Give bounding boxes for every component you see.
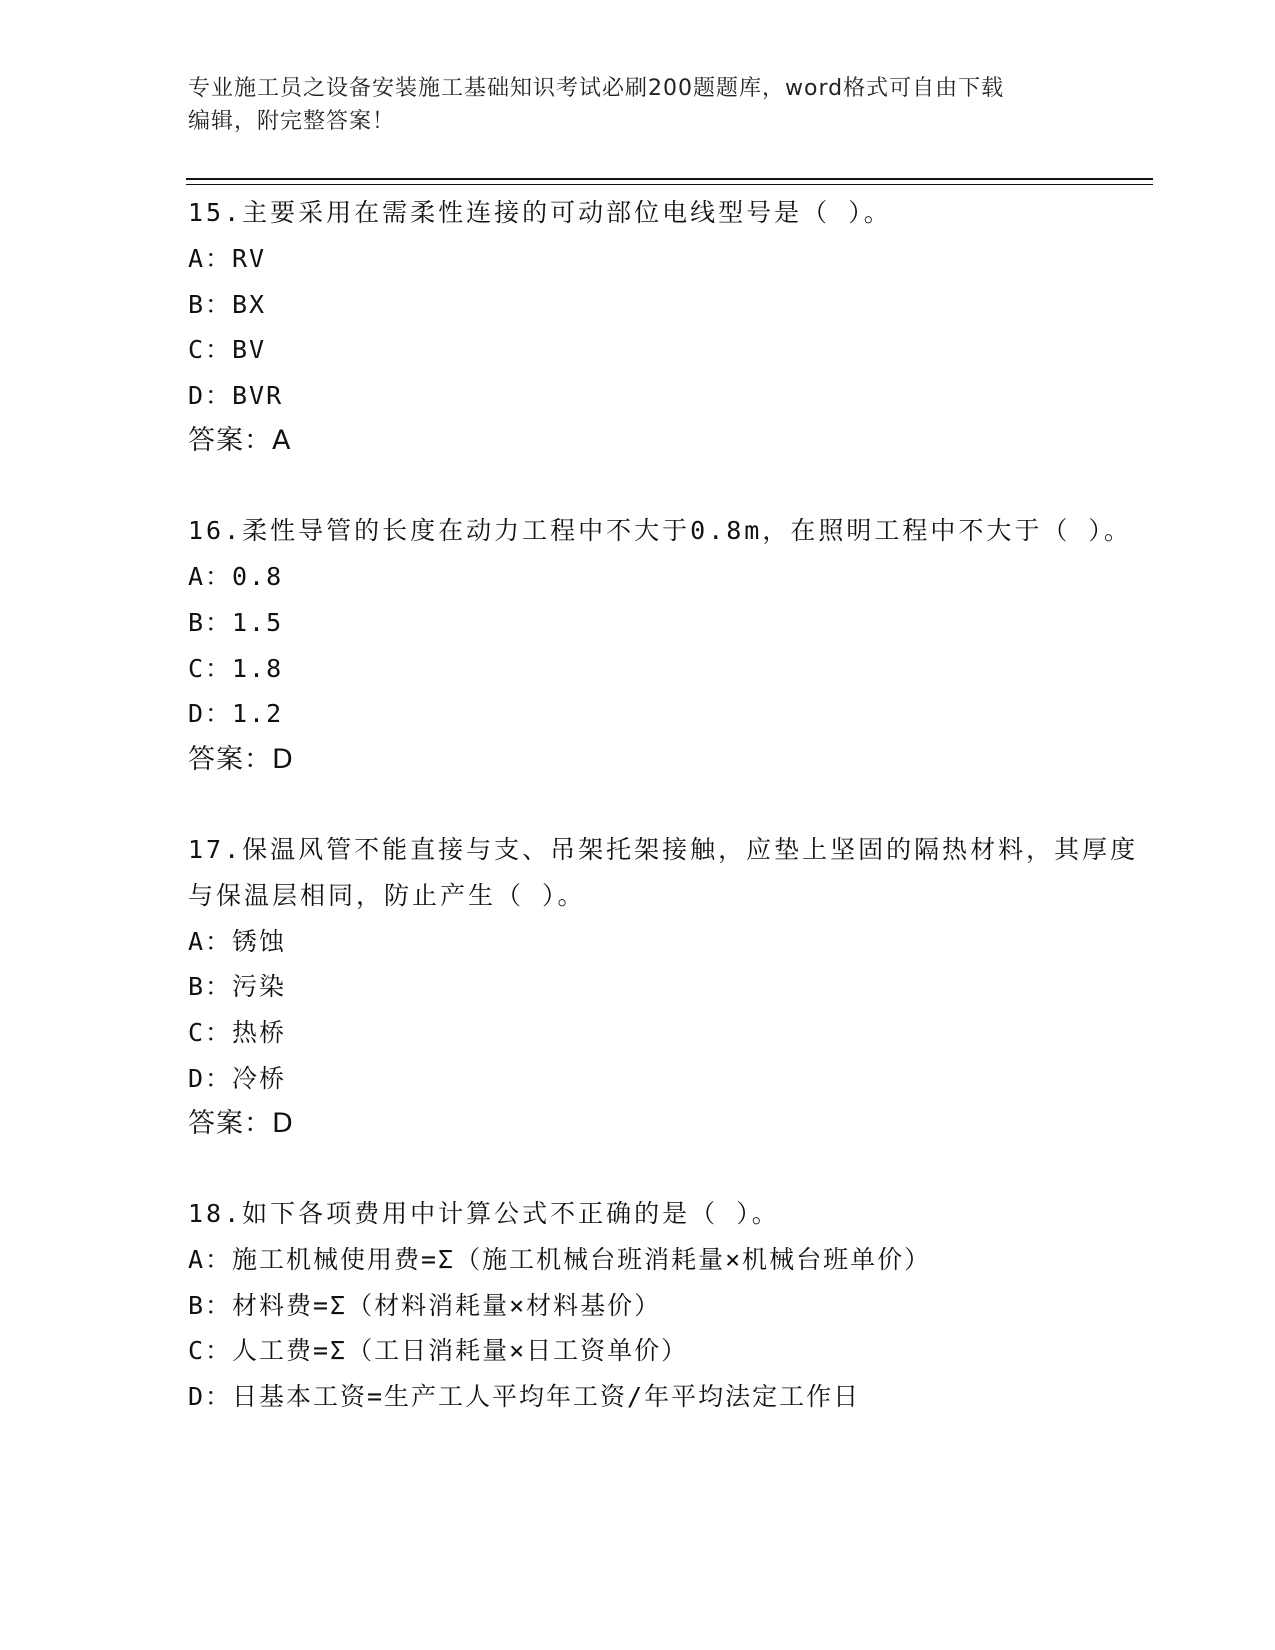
- option-label: A：: [188, 244, 233, 273]
- header-title-line2: 编辑，附完整答案！: [188, 109, 396, 134]
- option-c: [188, 327, 1148, 373]
- option-value: 冷桥: [232, 1063, 287, 1093]
- option-label: A：: [188, 562, 233, 592]
- option-value: 污染: [232, 972, 287, 1002]
- option-d: [188, 1374, 1148, 1420]
- option-b: [188, 964, 1148, 1010]
- option-value: 施工机械使用费=Σ（施工机械台班消耗量×机械台班单价）: [232, 1245, 932, 1275]
- header-divider-thin: [186, 184, 1153, 185]
- option-a: [188, 236, 1148, 282]
- option-a: [188, 919, 1148, 965]
- option-a: [188, 554, 1148, 600]
- option-label: C：: [188, 653, 233, 683]
- header-divider-thick: [186, 178, 1153, 180]
- option-b: [188, 282, 1148, 328]
- option-value: BVR: [232, 380, 284, 410]
- question-text: 17.保温风管不能直接与支、吊架托架接触，应垫上坚固的隔热材料，其厚度与保温层相同，防止产生（ ）。: [188, 834, 1139, 910]
- option-label: D：: [188, 380, 233, 410]
- option-b: [188, 600, 1148, 646]
- question-text: 16.柔性导管的长度在动力工程中不大于0.8m，在照明工程中不大于（ ）。: [188, 516, 1132, 546]
- option-d: [188, 691, 1148, 737]
- document-header: [188, 72, 1088, 138]
- question-18: [188, 1191, 1148, 1419]
- question-16: [188, 508, 1148, 782]
- option-c: [188, 646, 1148, 692]
- option-c: [188, 1328, 1148, 1374]
- option-label: C：: [188, 1336, 233, 1366]
- option-value: 1.5: [232, 607, 284, 637]
- option-value: 0.8: [232, 562, 284, 592]
- option-value: BV: [232, 335, 267, 365]
- option-value: RV: [232, 244, 267, 273]
- question-list: [188, 190, 1148, 1464]
- option-label: D：: [188, 1063, 233, 1093]
- option-label: B：: [188, 289, 233, 319]
- question-17: [188, 827, 1148, 1147]
- option-label: B：: [188, 972, 233, 1002]
- option-value: 材料费=Σ（材料消耗量×材料基价）: [232, 1290, 662, 1320]
- option-a: [188, 1237, 1148, 1283]
- option-value: BX: [232, 289, 267, 319]
- option-label: D：: [188, 699, 233, 729]
- option-c: [188, 1010, 1148, 1056]
- option-value: 1.2: [232, 699, 284, 729]
- option-label: C：: [188, 1017, 233, 1047]
- option-label: A：: [188, 1245, 233, 1275]
- answer-line: 答案：D: [188, 1108, 294, 1140]
- option-label: C：: [188, 335, 233, 365]
- option-d: [188, 1056, 1148, 1102]
- question-text: 15.主要采用在需柔性连接的可动部位电线型号是（ ）。: [188, 198, 892, 227]
- answer-line: 答案：D: [188, 743, 294, 775]
- option-d: [188, 373, 1148, 419]
- header-title-line1: 专业施工员之设备安装施工基础知识考试必刷200题题库，word格式可自由下载: [188, 76, 1005, 101]
- option-label: A：: [188, 926, 233, 956]
- option-label: B：: [188, 1290, 233, 1320]
- option-b: [188, 1283, 1148, 1329]
- question-text: 18.如下各项费用中计算公式不正确的是（ ）。: [188, 1199, 780, 1229]
- question-15: [188, 190, 1148, 464]
- option-value: 热桥: [232, 1017, 287, 1047]
- option-label: D：: [188, 1381, 233, 1411]
- option-value: 锈蚀: [232, 926, 287, 956]
- option-value: 人工费=Σ（工日消耗量×日工资单价）: [232, 1336, 689, 1366]
- option-value: 1.8: [232, 653, 284, 683]
- option-value: 日基本工资=生产工人平均年工资/年平均法定工作日: [232, 1381, 861, 1411]
- answer-line: 答案：A: [188, 425, 292, 457]
- option-label: B：: [188, 607, 233, 637]
